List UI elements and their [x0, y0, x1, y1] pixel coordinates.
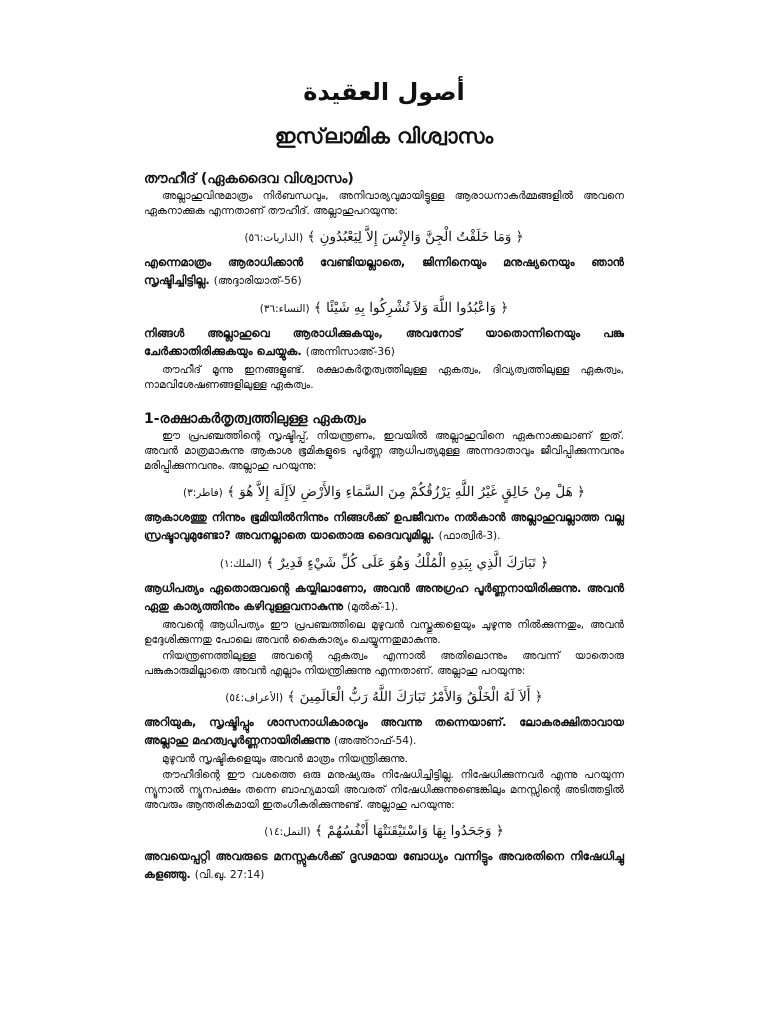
- section-heading: തൗഹീദ് (ഏകദൈവ വിശ്വാസം): [144, 171, 354, 187]
- verse-reference: (الأعراف:٥٤): [225, 692, 284, 704]
- verse-text: ﴿ وَجَحَدُوا بِهَا وَاسْتَيْقَنَتْهَا أَنْفُسُهُمْ ﴾: [310, 823, 504, 839]
- verse-translation: [144, 847, 624, 884]
- verse-translation: [144, 253, 624, 290]
- paragraph: തൗഹീദിന്റെ ഈ വശത്തെ ഒരു മനുഷ്യരും നിഷേധിച്ചിട്ടില്ല. നിഷേധിക്കുന്നവർ എന്നു പറയുന്ന ന്യൂനാൽ ന്യൂനപക്ഷം തന്നെ ബാഹ്യമായി അവരത് നിഷേധിക്കുന്നുണ്ടെങ്കിലും മനസ്സിന്റെ അടിത്തട്ടിൽ അവരും ആന്തരികമായി ഇതംഗീകരിക്കുന്നുണ്ട്. അല്ലാഹു പറയുന്നു:: [144, 769, 624, 811]
- translation-citation: (അദ്ദാരിയാത്-56): [213, 275, 302, 287]
- verse-translation: [144, 508, 624, 545]
- translation-text: നിങ്ങൾ അല്ലാഹുവെ ആരാധിക്കുകയും, അവനോട് യാതൊന്നിനെയും പങ്കു ചേർക്കാതിരിക്കുകയും ചെയ്യുക.: [144, 326, 624, 358]
- verse-text: ﴿ تَبَارَكَ الَّذِي بِيَدِهِ الْمُلْكُ وَهُوَ عَلَى كُلِّ شَيْءٍ قَدِيرٌ ﴾: [261, 555, 549, 571]
- verse-reference: (الملك:١): [219, 558, 262, 570]
- verse-text: ﴿ وَاعْبُدُوا اللَّهَ وَلاَ تُشْرِكُوا بِهِ شَيْئًا ﴾: [309, 300, 509, 316]
- verse-text: ﴿ هَلْ مِنْ خَالِقٍ غَيْرُ اللَّهِ يَرْزُقُكُمْ مِنَ السَّمَاءِ وَالأَرْضِ لاَإِلَهَ إِلاَّ هُوَ ﴾: [222, 484, 585, 500]
- section-heading: 1-രക്ഷാകർതൃത്വത്തിലുള്ള ഏകത്വം: [144, 411, 366, 427]
- translation-text: ആകാശത്തു നിന്നും ഭൂമിയിൽനിന്നും നിങ്ങൾക്ക് ഉപജീവനം നൽകാൻ അല്ലാഹുവല്ലാത്ത വല്ല സ്രഷ്ടാവുമുണ്ടോ? അവനല്ലാതെ യാതൊരു ദൈവവുമില്ല.: [144, 510, 624, 542]
- malayalam-title: ഇസ്‌ലാമിക വിശ്വാസം: [274, 124, 494, 148]
- verse-reference: (الذاريات:٥٦): [244, 232, 304, 244]
- verse-translation: [144, 713, 624, 750]
- translation-citation: (അന്നിസാഅ്-36): [305, 346, 395, 358]
- quran-verse: [144, 823, 624, 839]
- verse-reference: (النساء:٣٦): [259, 303, 310, 315]
- verse-reference: (فاطر:٣): [183, 487, 223, 499]
- paragraph: ഈ പ്രപഞ്ചത്തിന്റെ സൃഷ്ടിപ്പ്, നിയന്ത്രണം, ഇവയിൽ അല്ലാഹുവിനെ ഏകനാക്കലാണ് ഇത്. അവൻ മാത്രമാകുന്നു ആകാശ ഭൂമികളുടെ പൂർണ്ണ ആധിപത്യമുള്ള അന്നദാതാവും ജീവിപ്പിക്കുന്നവനും മരിപ്പിക്കുന്നവനും. അല്ലാഹു പറയുന്നു:: [144, 430, 624, 472]
- verse-translation: [144, 579, 624, 616]
- verse-text: ﴿ وَمَا خَلَقْتُ الْجِنَّ وَالإِنْسَ إِلاَّ لِيَعْبُدُونِ ﴾: [303, 229, 524, 245]
- verse-reference: (النمل:١٤): [264, 826, 311, 838]
- quran-verse: [144, 300, 624, 316]
- paragraph: അവന്റെ ആധിപത്യം ഈ പ്രപഞ്ചത്തിലെ മുഴുവൻ വസ്തുക്കളെയും ചുഴുന്നു നിൽക്കുന്നതും, അവൻ ഉദ്ദേശിക്കുന്നതു പോലെ അവൻ കൈകാര്യം ചെയ്യുന്നതുമാകുന്നു.: [144, 619, 624, 646]
- paragraph: നിയന്ത്രണത്തിലുള്ള അവന്റെ ഏകത്വം എന്നാൽ അതിലൊന്നും അവന്ന് യാതൊരു പങ്കുകാരുമില്ലാതെ അവൻ എല്ലാം നിയന്ത്രിക്കുന്നു എന്നതാണ്. അല്ലാഹു പറയുന്നു:: [144, 650, 624, 677]
- quran-verse: [144, 229, 624, 245]
- translation-text: എന്നെമാത്രം ആരാധിക്കാൻ വേണ്ടിയല്ലാതെ, ജിന്നിനെയും മനുഷ്യനെയും ഞാൻ സൃഷ്ടിച്ചിട്ടില്ല.: [144, 255, 624, 287]
- paragraph: അല്ലാഹുവിനുമാത്രം നിർബന്ധവും, അനിവാര്യവുമായിട്ടുള്ള ആരാധനാകർമ്മങ്ങളിൽ അവനെ ഏകനാക്കുക എന്നതാണ് തൗഹീദ്. അല്ലാഹുപറയുന്നു:: [144, 190, 624, 217]
- quran-verse: [144, 555, 624, 571]
- translation-citation: (വി.ഖു. 27:14): [194, 869, 265, 881]
- translation-citation: (മുൽക്-1).: [347, 601, 399, 613]
- translation-citation: (അഅ്റാഫ്-54).: [333, 735, 417, 747]
- paragraph: മുഴുവൻ സൃഷ്ടികളെയും അവൻ മാത്രം നിയന്ത്രിക്കുന്നു.: [162, 753, 408, 765]
- paragraph: തൗഹീദ് മൂന്നു ഇനങ്ങളുണ്ട്. രക്ഷാകർതൃത്വത്തിലുള്ള ഏകത്വം, ദിവ്യത്വത്തിലുള്ള ഏകത്വം, നാമവിശേഷണങ്ങളിലുള്ള ഏകത്വം.: [144, 364, 624, 391]
- translation-text: അറിയുക, സൃഷ്ടിപ്പും ശാസനാധികാരവും അവന്നു തന്നെയാണ്. ലോകരക്ഷിതാവായ അല്ലാഹു മഹത്വപൂർണ്ണനായിരിക്കുന്നു: [144, 715, 624, 747]
- quran-verse: [144, 689, 624, 705]
- translation-citation: (ഫാത്വിർ-3).: [438, 530, 501, 542]
- document-body: [144, 171, 624, 884]
- translation-text: ആധിപത്യം ഏതൊരുവന്റെ കയ്യിലാണോ, അവൻ അനുഗ്രഹ പൂർണ്ണനായിരിക്കുന്നു. അവൻ ഏതു കാര്യത്തിനും കഴിവുള്ളവനാകുന്നു: [144, 581, 624, 613]
- translation-text: അവയെപ്പറ്റി അവരുടെ മനസ്സുകൾക്ക് ദൃഢമായ ബോധ്യം വന്നിട്ടും അവരതിനെ നിഷേധിച്ചു കളഞ്ഞു.: [144, 849, 624, 881]
- arabic-title: أصول العقيدة: [303, 78, 465, 106]
- verse-text: ﴿ أَلاَ لَهُ الْخَلْقُ وَالأَمْرُ تَبَارَكَ اللَّهُ رَبُّ الْعَالَمِينَ ﴾: [283, 689, 543, 705]
- verse-translation: [144, 324, 624, 361]
- quran-verse: [144, 484, 624, 500]
